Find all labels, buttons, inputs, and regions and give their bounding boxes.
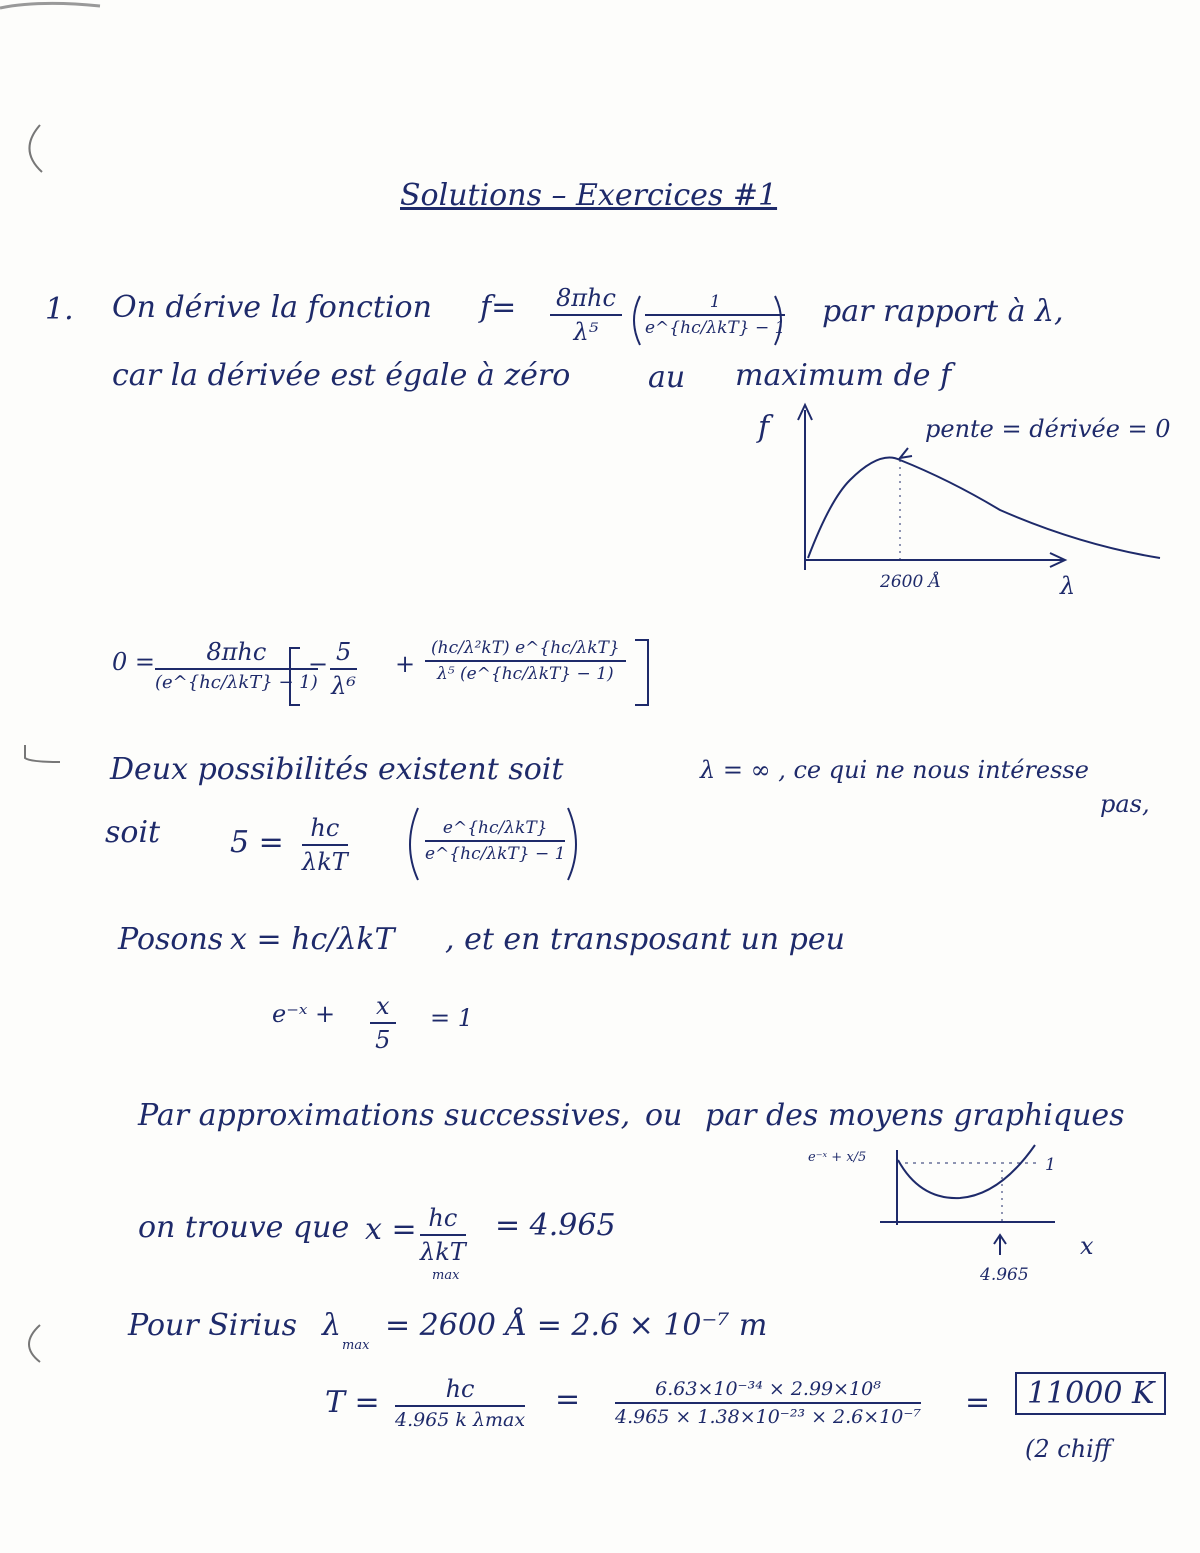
line8-frac-num: hc — [420, 1204, 466, 1236]
line8-text: on trouve que — [138, 1210, 350, 1245]
graph1-y-label: f — [758, 410, 770, 445]
graph2-curve — [898, 1145, 1035, 1198]
deriv-prefactor — [155, 638, 318, 693]
line1-inner-den: e^{hc/λkT} − 1 — [645, 318, 786, 338]
line10-eq2: = — [965, 1385, 991, 1420]
line9-lambda-sub: max — [342, 1338, 370, 1353]
line4-frac-num: hc — [302, 814, 348, 846]
line10-eq1: = — [555, 1382, 581, 1417]
graph2-root-label: 4.965 — [980, 1265, 1029, 1285]
line9-eq: = 2600 Å = 2.6 × 10⁻⁷ m — [385, 1308, 768, 1343]
line1-fraction-num: 8πhc — [550, 284, 622, 316]
scan-mark — [0, 3, 100, 8]
deriv-term1 — [330, 638, 357, 700]
line1-f-eq: f= — [480, 290, 517, 325]
line4-frac-den: λkT — [302, 848, 348, 876]
line10-frac-num: hc — [395, 1375, 525, 1407]
line6-rhs: = 1 — [430, 1004, 474, 1032]
line10-note: (2 chiff — [1025, 1435, 1111, 1463]
line7-text2: ou — [645, 1098, 683, 1133]
line4-paren-num: e^{hc/λkT} — [425, 818, 565, 842]
line7-text1: Par approximations successives, — [138, 1098, 631, 1133]
line10-num2: 6.63×10⁻³⁴ × 2.99×10⁸ — [615, 1378, 921, 1404]
graph2-x-label: x — [1080, 1232, 1094, 1260]
graph1-slope-note: pente = dérivée = 0 — [925, 415, 1171, 443]
line7-text3: par des moyens graphiques — [705, 1098, 1125, 1133]
binder-mark-2 — [25, 745, 60, 762]
deriv-plus: + — [395, 650, 416, 678]
line4-soit: soit — [105, 815, 161, 850]
line9-lambda: λ — [322, 1308, 342, 1343]
graph2-y-label: e⁻ˣ + x/5 — [808, 1150, 867, 1165]
line1-intro: On dérive la fonction — [112, 290, 432, 325]
final-answer: 11000 K — [1015, 1372, 1166, 1415]
line5-text2: , et en transposant un peu — [445, 922, 845, 957]
line1-fraction — [550, 284, 622, 346]
line8-sub: max — [432, 1268, 460, 1283]
line1-fraction-den: λ⁵ — [573, 318, 599, 346]
line5-eq: x = hc/λkT — [230, 922, 395, 957]
line6-frac — [370, 992, 396, 1054]
deriv-prefactor-den: (e^{hc/λkT} − 1) — [155, 672, 318, 693]
deriv-term2-num: (hc/λ²kT) e^{hc/λkT} — [425, 638, 626, 662]
deriv-prefactor-num: 8πhc — [155, 638, 318, 670]
graph-root — [880, 1145, 1055, 1255]
slope-pointer-arrow — [900, 448, 912, 458]
line8-frac — [420, 1204, 466, 1266]
line4-lhs: 5 = — [230, 825, 284, 860]
line4-paren-den: e^{hc/λkT} − 1 — [425, 844, 566, 864]
line3-cond: λ = ∞ , ce qui ne nous intéresse — [700, 756, 1089, 784]
line8-result: = 4.965 — [495, 1208, 616, 1243]
line3-text: Deux possibilités existent soit — [110, 752, 564, 787]
line3-cond2: pas, — [1100, 790, 1150, 818]
binder-mark-3 — [29, 1325, 40, 1362]
line6-frac-num: x — [370, 992, 396, 1024]
line5-text1: Posons — [118, 922, 224, 957]
binder-mark-1 — [29, 125, 42, 172]
graph1-peak-label: 2600 Å — [880, 572, 941, 592]
line10-lhs: T = — [325, 1385, 380, 1420]
line2-text1: car la dérivée est égale à zéro — [112, 358, 571, 393]
line10-den2: 4.965 × 1.38×10⁻²³ × 2.6×10⁻⁷ — [615, 1406, 922, 1428]
line4-frac — [302, 814, 348, 876]
deriv-term1-den: λ⁶ — [331, 672, 357, 700]
deriv-term1-num: 5 — [330, 638, 357, 670]
line8-frac-den: λkT — [420, 1238, 466, 1266]
line10-frac — [395, 1375, 525, 1431]
deriv-lhs: 0 = — [112, 648, 156, 676]
line6-frac-den: 5 — [375, 1026, 391, 1054]
line10-frac-den: 4.965 k λmax — [395, 1409, 526, 1431]
line8-x-eq: x = — [365, 1212, 417, 1247]
page-title: Solutions – Exercices #1 — [400, 178, 778, 213]
line1-inner-num: 1 — [645, 292, 785, 316]
problem-number: 1. — [45, 292, 74, 327]
line10-numeric-frac — [615, 1378, 921, 1428]
line1-tail: par rapport à λ, — [822, 294, 1064, 329]
deriv-term2 — [425, 638, 626, 684]
line9-text: Pour Sirius — [128, 1308, 298, 1343]
planck-curve — [808, 458, 1160, 559]
deriv-term2-den: λ⁵ (e^{hc/λkT} − 1) — [436, 664, 614, 684]
graph2-one-label: 1 — [1045, 1155, 1056, 1175]
graph1-x-label: λ — [1060, 572, 1076, 600]
deriv-minus: − — [308, 650, 329, 678]
line4-paren-frac — [425, 818, 565, 864]
line1-inner-fraction — [645, 292, 785, 338]
line2-text3: maximum de f — [735, 358, 952, 393]
line6-lhs: e⁻ˣ + — [272, 1000, 336, 1028]
line2-text2: au — [648, 360, 686, 395]
